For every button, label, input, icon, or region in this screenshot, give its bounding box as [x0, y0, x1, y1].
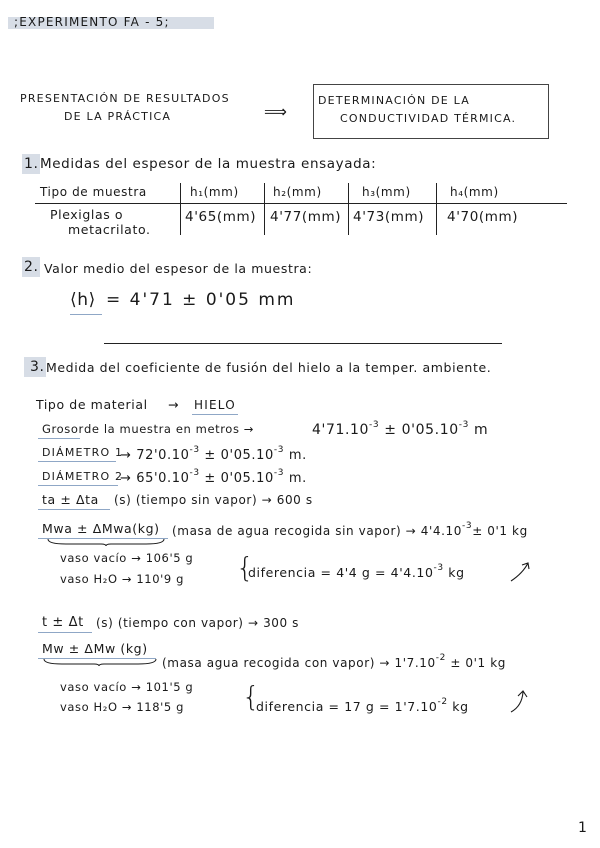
table-row-label-1: Plexiglas o — [50, 207, 124, 222]
table-cell-h3: 4'73(mm) — [353, 209, 425, 225]
mw-text: (masa agua recogida con vapor) → $1'7.10^{-2} \pm 0'1$ kg — [162, 653, 506, 670]
diferencia-1: diferencia = 4'4 $g = 4'4.10^{-3}$ kg — [248, 563, 465, 580]
grosor-underline — [38, 438, 80, 439]
implies-arrow-icon: ⟹ — [264, 102, 288, 121]
brace-icon — [42, 657, 158, 667]
ta-label: ta ± Δta — [42, 492, 99, 507]
arrow-up-right-icon — [508, 688, 534, 716]
table-divider — [348, 183, 349, 235]
curly-brace-icon: { — [236, 551, 255, 584]
table-cell-h1: 4'65(mm) — [185, 209, 257, 225]
section3-title: Medida del coeficiente de fusión del hielo a la temper. ambiente. — [46, 360, 492, 375]
mwa-text: (masa de agua recogida sin vapor) → $4'4.10^{-3}\pm 0'1$ kg — [172, 521, 528, 538]
mwa-label: Mwa ± ΔMwa(kg) — [42, 521, 160, 536]
brace-icon — [46, 537, 166, 547]
diametro2-value: → $65'0.10^{-3} \pm 0'05.10^{-3}$ m. — [120, 468, 307, 486]
mean-symbol-underline — [70, 314, 102, 315]
vaso-h2o-2: vaso H₂O → 118'5 g — [60, 700, 184, 714]
intro-left-line1: PRESENTACIÓN DE RESULTADOS — [20, 92, 230, 105]
table-header-h2: h₂(mm) — [273, 185, 322, 199]
table-divider — [264, 183, 265, 235]
table-header-tipo: Tipo de muestra — [40, 185, 147, 199]
table-cell-h4: 4'70(mm) — [447, 209, 519, 225]
table-header-rule — [35, 203, 567, 204]
table-header-h1: h₁(mm) — [190, 185, 239, 199]
tipo-label: Tipo de material — [36, 397, 148, 412]
diametro1-label: DIÁMETRO 1 — [42, 446, 124, 459]
curly-brace-icon: { — [242, 680, 261, 713]
experiment-header: ;EXPERIMENTO FA - 5; — [14, 15, 170, 29]
diametro1-underline — [38, 461, 116, 462]
tipo-arrow-icon: → — [168, 397, 180, 412]
intro-left-line2: DE LA PRÁCTICA — [64, 110, 172, 123]
table-cell-h2: 4'77(mm) — [270, 209, 342, 225]
grosor-value: $4'71.10^{-3} \pm 0'05.10^{-3}$ m — [312, 420, 489, 438]
table-header-h4: h₄(mm) — [450, 185, 499, 199]
vaso-h2o-1: vaso H₂O → 110'9 g — [60, 572, 184, 586]
page-number: 1 — [578, 820, 588, 836]
diferencia-2: diferencia = 17 $g = 1'7.10^{-2}$ kg — [256, 697, 469, 714]
mean-symbol: ⟨h⟩ — [70, 290, 96, 310]
arrow-up-right-icon — [508, 559, 534, 585]
section2-number: 2. — [24, 259, 39, 275]
section1-number: 1. — [24, 156, 39, 172]
grosor-text: de la muestra en metros → — [84, 422, 255, 436]
t-text: (s) (tiempo con vapor) → 300 s — [96, 616, 300, 630]
mean-formula: = 4'71 ± 0'05 mm — [106, 290, 296, 310]
t-label: t ± Δt — [42, 615, 84, 630]
grosor-label: Grosor — [42, 422, 84, 436]
diametro2-underline — [38, 485, 118, 486]
section2-title: Valor medio del espesor de la muestra: — [44, 261, 313, 276]
t-underline — [38, 632, 92, 633]
ta-underline — [38, 509, 110, 510]
section-separator — [104, 343, 502, 344]
section3-number: 3. — [30, 359, 45, 375]
diametro1-value: → $72'0.10^{-3} \pm 0'05.10^{-3}$ m. — [120, 445, 307, 463]
table-divider — [180, 183, 181, 235]
section1-title: Medidas del espesor de la muestra ensayada: — [40, 156, 377, 172]
table-row-label-2: metacrilato. — [68, 222, 151, 237]
diametro2-label: DIÁMETRO 2 — [42, 470, 124, 483]
intro-right-line2: CONDUCTIVIDAD TÉRMICA. — [340, 112, 517, 125]
mw-label: Mw ± ΔMw (kg) — [42, 641, 148, 656]
intro-right-line1: DETERMINACIÓN DE LA — [318, 94, 470, 107]
tipo-value-underline — [192, 414, 238, 415]
ta-text: (s) (tiempo sin vapor) → 600 s — [114, 493, 313, 507]
vaso-vacio-1: vaso vacío → 106'5 g — [60, 551, 194, 565]
table-header-h3: h₃(mm) — [362, 185, 411, 199]
table-divider — [436, 183, 437, 235]
tipo-value: HIELO — [194, 398, 236, 412]
vaso-vacio-2: vaso vacío → 101'5 g — [60, 680, 194, 694]
